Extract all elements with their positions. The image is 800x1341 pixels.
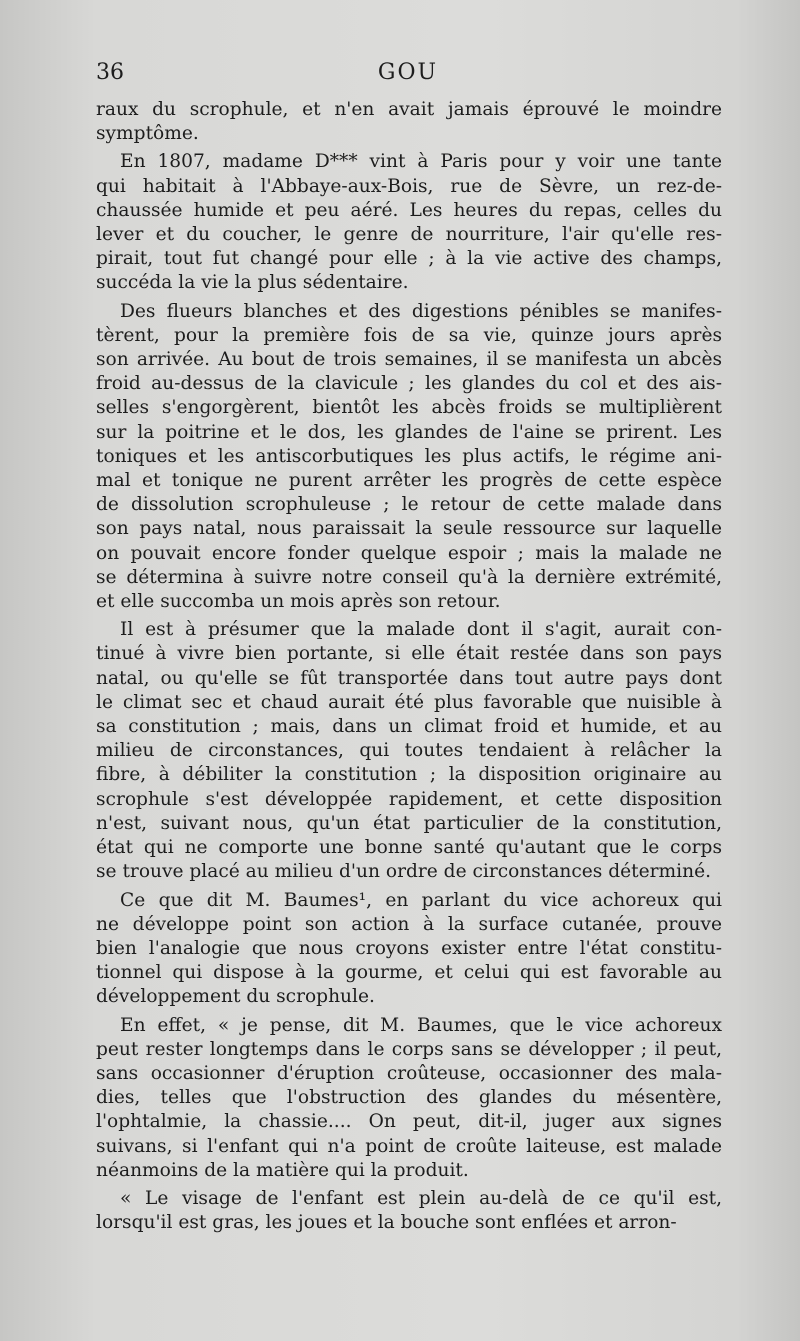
text-line: pirait, tout fut changé pour elle ; à la vie active des champs,: [96, 248, 722, 270]
paragraph: [96, 150, 722, 295]
text-line: tinué à vivre bien portante, si elle était restée dans son pays: [96, 643, 722, 665]
text-line: l'ophtalmie, la chassie.... On peut, dit-il, juger aux signes: [96, 1111, 722, 1133]
text-line: son pays natal, nous paraissait la seule ressource sur laquelle: [96, 518, 722, 540]
text-line: bien l'analogie que nous croyons exister entre l'état constitu-: [96, 937, 722, 959]
text-line: sa constitution ; mais, dans un climat froid et humide, et au: [96, 716, 722, 738]
text-line: se détermina à suivre notre conseil qu'à la dernière extrémité,: [96, 566, 722, 588]
text-line: ne développe point son action à la surface cutanée, prouve: [96, 913, 722, 935]
paragraph: [96, 300, 722, 615]
text-line: « Le visage de l'enfant est plein au-delà de ce qu'il est,: [120, 1187, 722, 1209]
text-line: sur la poitrine et le dos, les glandes de l'aine se prirent. Les: [96, 421, 722, 443]
paragraph: [96, 98, 722, 146]
page-number: 36: [96, 60, 124, 85]
paragraph: [96, 618, 722, 884]
text-line: se trouve placé au milieu d'un ordre de circonstances déterminé.: [96, 861, 711, 883]
paragraph: [96, 1187, 722, 1235]
text-line: lever et du coucher, le genre de nourriture, l'air qu'elle res-: [96, 224, 722, 246]
text-line: suivans, si l'enfant qui n'a point de croûte laiteuse, est malade: [96, 1135, 722, 1157]
paragraph: [96, 1014, 722, 1183]
text-line: En effet, « je pense, dit M. Baumes, que le vice achoreux: [120, 1014, 722, 1036]
text-line: tionnel qui dispose à la gourme, et celui qui est favorable au: [96, 962, 722, 984]
text-line: selles s'engorgèrent, bientôt les abcès froids se multiplièrent: [96, 397, 722, 419]
text-line: son arrivée. Au bout de trois semaines, il se manifesta un abcès: [96, 349, 722, 371]
text-line: froid au-dessus de la clavicule ; les glandes du col et des ais-: [96, 373, 722, 395]
text-line: néanmoins de la matière qui la produit.: [96, 1159, 469, 1181]
text-line: développement du scrophule.: [96, 986, 375, 1008]
page-header: [96, 60, 720, 92]
text-line: on pouvait encore fonder quelque espoir ; mais la malade ne: [96, 542, 722, 564]
text-line: qui habitait à l'Abbaye-aux-Bois, rue de Sèvre, un rez-de-: [96, 175, 722, 197]
paragraph: [96, 889, 722, 1010]
text-line: dies, telles que l'obstruction des glandes du mésentère,: [96, 1087, 722, 1109]
text-line: et elle succomba un mois après son retour.: [96, 591, 501, 613]
text-line: succéda la vie la plus sédentaire.: [96, 272, 409, 294]
text-line: chaussée humide et peu aéré. Les heures du repas, celles du: [96, 199, 722, 221]
text-line: Ce que dit M. Baumes¹, en parlant du vice achoreux qui: [120, 889, 722, 911]
text-line: Il est à présumer que la malade dont il s'agit, aurait con-: [120, 619, 722, 641]
text-line: n'est, suivant nous, qu'un état particulier de la constitution,: [96, 812, 722, 834]
text-line: toniques et les antiscorbutiques les plus actifs, le régime ani-: [96, 445, 722, 467]
text-line: lorsqu'il est gras, les joues et la bouche sont enflées et arron-: [96, 1212, 677, 1234]
text-line: En 1807, madame D*** vint à Paris pour y voir une tante: [120, 151, 722, 173]
text-line: natal, ou qu'elle se fût transportée dans tout autre pays dont: [96, 667, 722, 689]
text-line: état qui ne comporte une bonne santé qu'autant que le corps: [96, 837, 722, 859]
body-text: [96, 98, 722, 1239]
text-line: symptôme.: [96, 123, 199, 145]
text-line: tèrent, pour la première fois de sa vie, quinze jours après: [96, 324, 722, 346]
text-line: scrophule s'est développée rapidement, et cette disposition: [96, 788, 722, 810]
text-line: peut rester longtemps dans le corps sans se développer ; il peut,: [96, 1038, 722, 1060]
running-head: GOU: [377, 60, 439, 85]
text-line: fibre, à débiliter la constitution ; la disposition originaire au: [96, 764, 722, 786]
text-line: milieu de circonstances, qui toutes tendaient à relâcher la: [96, 740, 722, 762]
text-line: raux du scrophule, et n'en avait jamais éprouvé le moindre: [96, 99, 722, 120]
text-line: de dissolution scrophuleuse ; le retour de cette malade dans: [96, 494, 722, 516]
text-line: sans occasionner d'éruption croûteuse, occasionner des mala-: [96, 1062, 722, 1084]
text-line: Des flueurs blanches et des digestions pénibles se manifes-: [120, 300, 722, 322]
text-line: mal et tonique ne purent arrêter les progrès de cette espèce: [96, 470, 722, 492]
text-line: le climat sec et chaud aurait été plus favorable que nuisible à: [96, 691, 722, 713]
